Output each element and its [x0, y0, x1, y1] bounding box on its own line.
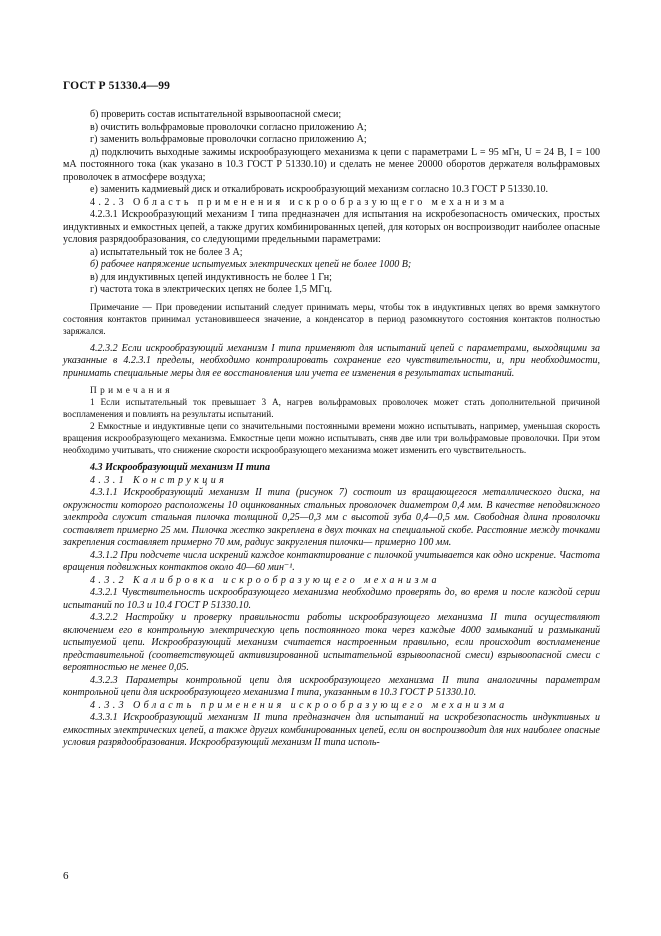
paragraph: 4.3.2.1 Чувствительность искрообразующего механизма необходимо проверять до, во время и после каждой серии испытаний по 10.3 и 10.4 ГОСТ Р 51330.10.: [63, 587, 600, 611]
section-heading: 4.2.3 Область применения искрообразующего механизма: [90, 196, 508, 208]
paragraph: 4.3.1.2 При подсчете числа искрений каждое контактирование с пилочкой учитывается как одно искрение. Частота вращения подвижных контактов около 40—60 мин⁻¹.: [63, 549, 600, 573]
paragraph: е) заменить кадмиевый диск и откалибровать искрообразующий механизм согласно 10.3 ГОСТ Р 51330.10.: [90, 184, 549, 195]
section-heading: 4.3 Искрообразующий механизм II типа: [90, 462, 270, 473]
paragraph: 4.3.1.1 Искрообразующий механизм II типа (рисунок 7) состоит из вращающегося металлического диска, на окружности которого расположены 10 оцинкованных стальных проволочек диаметром 0,4 мм. В качестве неподвижного электрода служит стальная пилочка толщиной 0,25—0,3 мм с высотой зуба 0,4—0,5 мм. Свободная длина проволочки составляет примерно 25 мм. Пилочка жестко закреплена в двух точках на специальной скобе. Расстояние между точками закрепления составляет примерно 70 мм, радиус закругления пилочки— примерно 100 мм.: [63, 487, 600, 548]
subsection-heading: 4.3.1 Конструкция: [90, 474, 228, 486]
subsection-heading: 4.3.3 Область применения искрообразующего механизма: [90, 699, 508, 711]
page-header-title: ГОСТ Р 51330.4—99: [63, 80, 170, 92]
paragraph: 4.3.3.1 Искрообразующий механизм II типа предназначен для испытаний на искробезопасность индуктивных и емкостных электрических цепей, а также других комбинированных цепей, если он воспроизводит для них наиболее опасные условия разрядообразования. Искрообразующий механизм II типа исполь-: [63, 712, 600, 748]
paragraph: 4.3.2.2 Настройку и проверку правильности работы искрообразующего механизма II типа осуществляют включением его в контрольную электрическую цепь постоянного тока через каждые 4000 замыканий и размыканий испытуемой цепи. Искрообразующий механизм считается настроенным правильно, если происходит воспламенение представительной (соответствующей активизированной испытательной взрывоопасной смеси) взрывоопасной смеси с вероятностью не менее 0,05.: [63, 612, 600, 673]
document-body: [63, 109, 600, 750]
list-item: а) испытательный ток не более 3 А;: [90, 246, 243, 258]
subsection-heading: 4.3.2 Калибровка искрообразующего механизма: [90, 574, 440, 586]
paragraph: г) заменить вольфрамовые проволочки согласно приложению А;: [90, 134, 367, 145]
paragraph: 4.3.2.3 Параметры контрольной цепи для искрообразующего механизма II типа аналогичны параметрам контрольной цепи для искрообразующего механизма I типа, указанным в 10.3 ГОСТ Р 51330.10.: [63, 674, 600, 698]
note: 2 Емкостные и индуктивные цепи со значительными постоянными времени можно испытывать, например, уменьшая скорость вращения искрообразующего механизма. Емкостные цепи можно испытывать, сняв две или три вольфрамовые проволочки. При этом необходимо учитывать, что снижение скорости искрообразующего механизма может изменить его чувствительность.: [63, 422, 600, 456]
list-item: в) для индуктивных цепей индуктивность не более 1 Гн;: [90, 271, 332, 283]
note: Примечание — При проведении испытаний следует принимать меры, чтобы ток в индуктивных цепях во время замкнутого состояния контактов принимал установившееся значение, а конденсатор в период разомкнутого состояния контактов полностью заряжался.: [63, 302, 600, 337]
page-number: 6: [63, 870, 69, 882]
paragraph: д) подключить выходные зажимы искрообразующего механизма к цепи с параметрами L = 95 мГн, U = 24 В, I = 100 мА постоянного тока (как указано в 10.3 ГОСТ Р 51330.10) и сделать не менее 20000 оборотов держателя вольфрамовых проволочек в атмосфере воздуха;: [63, 146, 600, 183]
paragraph: б) проверить состав испытательной взрывоопасной смеси;: [90, 109, 342, 120]
note: 1 Если испытательный ток превышает 3 А, нагрев вольфрамовых проволочек может стать дополнительной причиной воспламенения и повлиять на результаты испытаний.: [63, 398, 600, 420]
paragraph: в) очистить вольфрамовые проволочки согласно приложению А;: [90, 121, 367, 133]
notes-heading: Примечания: [90, 386, 173, 396]
paragraph: 4.2.3.2 Если искрообразующий механизм I типа применяют для испытаний цепей с параметрами, выходящими за указанные в 4.2.3.1 пределы, необходимо контролировать сохранение его чувствительности, и, при необходимости, принимать специальные меры для ее восстановления или учета ее изменения в результатах испытаний.: [63, 342, 600, 379]
list-item: б) рабочее напряжение испытуемых электрических цепей не более 1000 В;: [90, 259, 412, 270]
list-item: г) частота тока в электрических цепях не более 1,5 МГц.: [90, 284, 332, 295]
paragraph: 4.2.3.1 Искрообразующий механизм I типа предназначен для испытания на искробезопасность омических, простых индуктивных и емкостных цепей, а также других комбинированных цепей, для которых он воспроизводит наиболее опасные условия разрядообразования, со следующими предельными параметрами:: [63, 209, 600, 245]
